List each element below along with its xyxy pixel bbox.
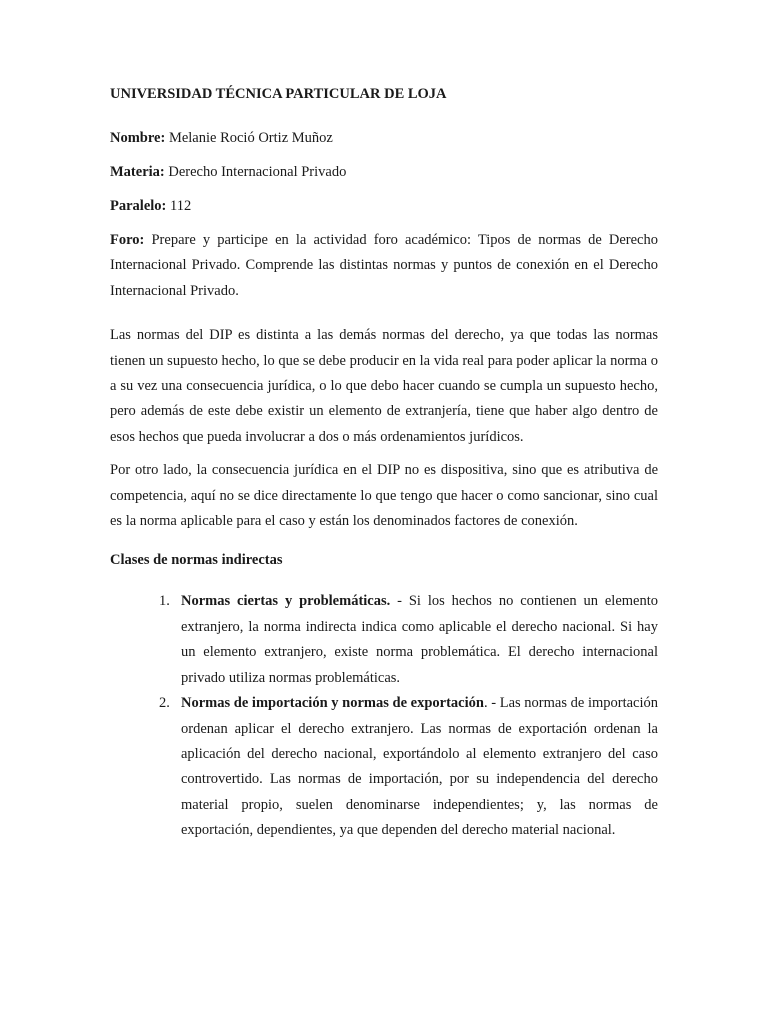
list-item-text: - Si los hechos no contienen un elemento extranjero, la norma indirecta indica como aplicable el derecho nacional. Si hay un elemento extranjero, existe norma problemática. El derecho internacional privado utiliza normas problemáticas. [181, 593, 658, 686]
section-title: Clases de normas indirectas [110, 552, 283, 569]
list-item [110, 691, 658, 843]
list-item-term: Normas de importación y normas de exportación [181, 695, 484, 712]
list-item-number: 1. [159, 593, 170, 610]
list-item-text: . - Las normas de importación ordenan aplicar el derecho extranjero. Las normas de exportación ordenan la aplicación del derecho nacional, exportándolo al elemento extranjero del caso controvertido. Las normas de importación, por su independencia del derecho material propio, suelen denominarse independientes; y, las normas de exportación, dependientes, ya que dependen del derecho material nacional. [181, 695, 659, 839]
field-nombre [110, 126, 658, 151]
list-item [110, 589, 658, 691]
field-paralelo-value: 112 [166, 198, 192, 214]
field-nombre-value: Melanie Roció Ortiz Muñoz [165, 130, 333, 146]
field-materia-label: Materia: [110, 164, 165, 180]
list-item-number: 2. [159, 695, 170, 712]
list-item-term: Normas ciertas y problemáticas. [181, 593, 391, 610]
field-foro-label: Foro: [110, 232, 145, 248]
body-paragraph-1: Las normas del DIP es distinta a las demás normas del derecho, ya que todas las normas tienen un supuesto hecho, lo que se debe producir en la vida real para poder aplicar la norma o a su vez una consecuencia jurídica, o lo que debo hacer cuando se cumpla un supuesto hecho, pero además de este debe existir un elemento de extranjería, tiene que haber algo dentro de esos hechos que pueda involucrar a dos o más ordenamientos jurídicos. [110, 327, 658, 445]
norm-classes-list [110, 589, 658, 843]
field-nombre-label: Nombre: [110, 130, 166, 146]
document-heading: UNIVERSIDAD TÉCNICA PARTICULAR DE LOJA [110, 86, 447, 102]
field-materia [110, 160, 658, 185]
document-page [110, 82, 658, 844]
field-paralelo-label: Paralelo: [110, 198, 167, 214]
field-foro [110, 228, 658, 304]
body-paragraph-2: Por otro lado, la consecuencia jurídica en el DIP no es dispositiva, sino que es atributiva de competencia, aquí no se dice directamente lo que tengo que hacer o como sancionar, sino cual es la norma aplicable para el caso y están los denominados factores de conexión. [110, 462, 658, 530]
field-foro-value: Prepare y participe en la actividad foro académico: Tipos de normas de Derecho Internacional Privado. Comprende las distintas normas y puntos de conexión en el Derecho Internacional Privado. [110, 232, 658, 299]
field-paralelo [110, 194, 658, 219]
field-materia-value: Derecho Internacional Privado [164, 164, 347, 180]
